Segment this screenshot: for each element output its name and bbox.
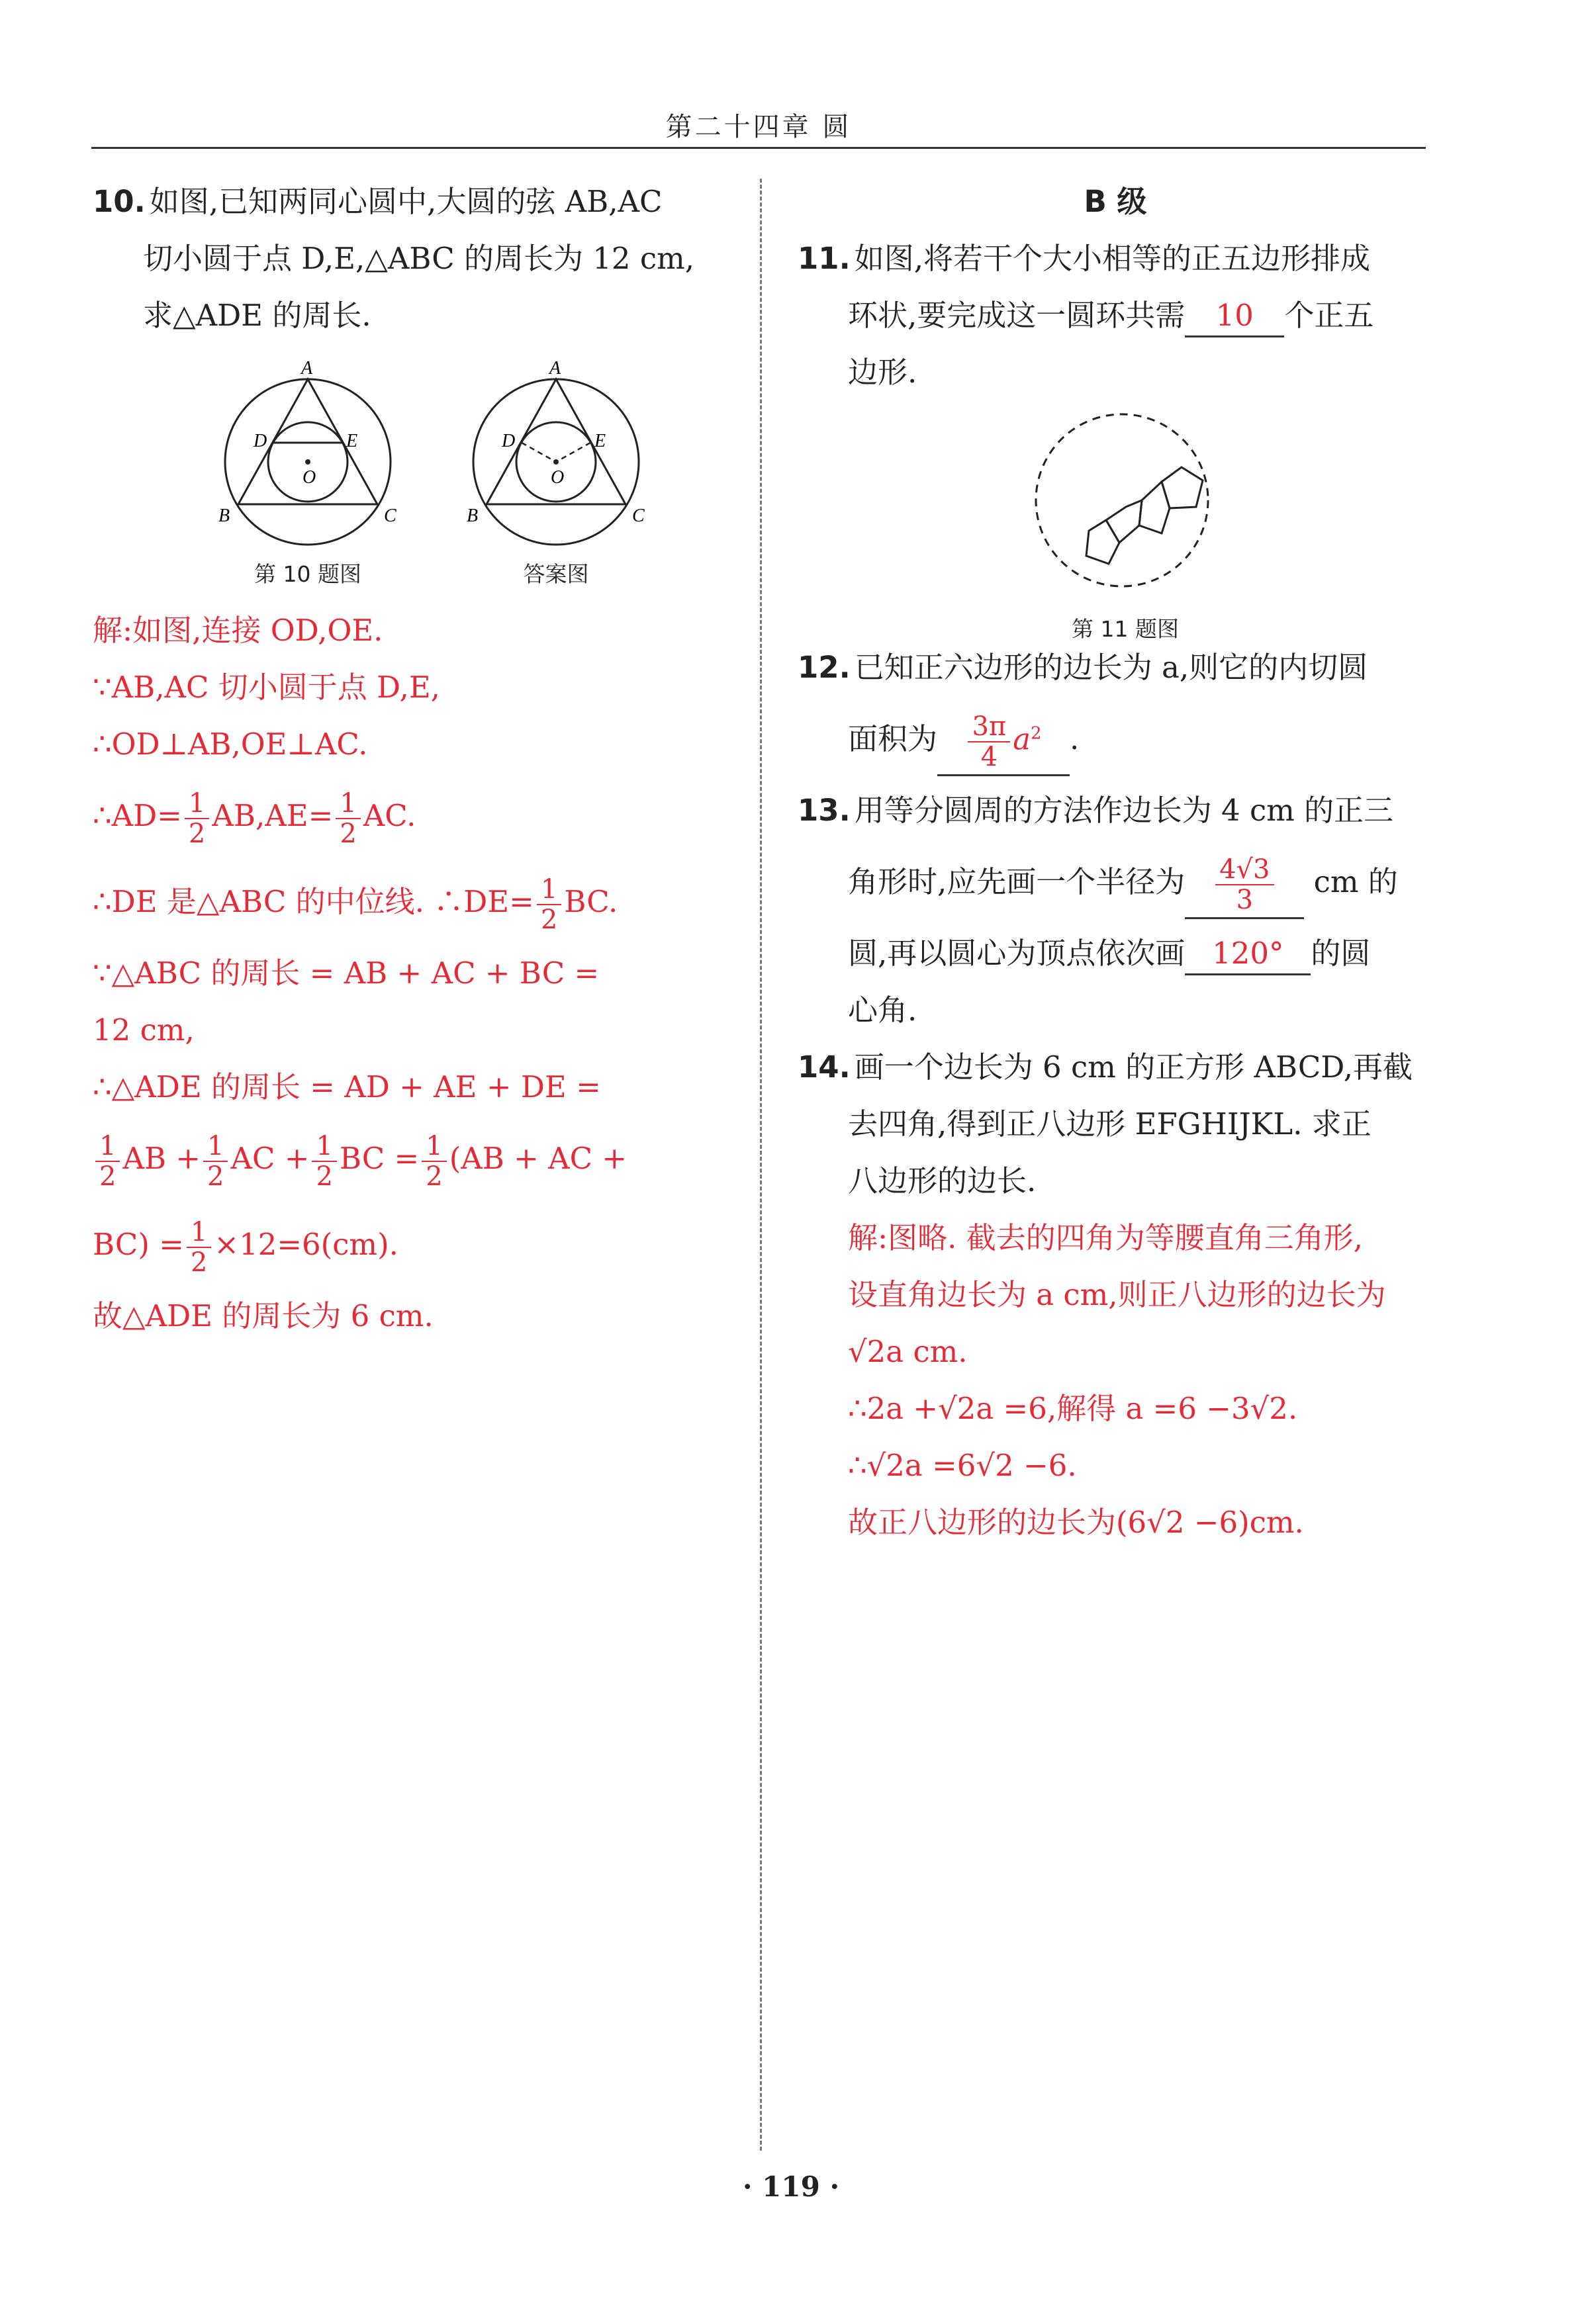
answer-variable: a <box>1013 721 1031 756</box>
solution-line: ∴AD= $\frac{1}{2}$ AB,AE= $\frac{1}{2}$ AC. <box>93 787 416 849</box>
point-label-d: D <box>502 431 516 451</box>
q10-solution <box>93 602 728 1345</box>
solution-line: 解:如图,连接 OD,OE. <box>93 613 383 648</box>
header-rule <box>91 147 1426 149</box>
q11-figure-caption: 第 11 题图 <box>1072 616 1179 642</box>
question-13: 13. 用等分圆周的方法作边长为 4 cm 的正三 角形时,应先画一个半径为 $\frac{4√3}{3}$ cm 的 圆,再以圆心为顶点依次画 120° 的圆 心角. <box>798 782 1433 1039</box>
q10-answer-figure-caption: 答案图 <box>523 561 589 587</box>
q10-stem-line-3: 求△ADE 的周长. <box>143 298 371 333</box>
left-column <box>93 173 728 1345</box>
q13-answer-blank-1 <box>1185 855 1304 919</box>
fraction-half: $\frac{1}{2}$ <box>203 1132 228 1191</box>
chapter-header: 第二十四章 圆 <box>665 112 852 142</box>
point-label-c: C <box>384 506 396 526</box>
question-12: 12. 已知正六边形的边长为 a,则它的内切圆 面积为 $\frac{3\pi}{4}$ $a^2$ . <box>798 639 1433 782</box>
point-label-o: O <box>302 467 316 488</box>
point-label-e: E <box>346 431 358 451</box>
solution-line: 解:图略. 截去的四角为等腰直角三角形, <box>848 1220 1364 1255</box>
solution-line: ∴OD⊥AB,OE⊥AC. <box>93 727 368 762</box>
q10-figure-caption: 第 10 题图 <box>254 561 361 587</box>
solution-line: ∴√2a =6√2 −6. <box>848 1448 1077 1483</box>
column-divider <box>760 179 762 2151</box>
answer-fraction: $\frac{3\pi}{4}$ <box>968 712 1010 772</box>
q10-stem-line-1: 如图,已知两同心圆中,大圆的弦 AB,AC <box>149 184 663 219</box>
point-label-d: D <box>254 431 267 451</box>
question-11: 11. 如图,将若干个大小相等的正五边形排成 环状,要完成这一圆环共需 10 个正五 边形. 第 11 题图 <box>798 230 1433 639</box>
point-label-a: A <box>301 358 313 379</box>
solution-line: $\frac{1}{2}$ AB + $\frac{1}{2}$ AC + $\frac{1}{2}$ BC = $\frac{1}{2}$ (AB + AC + <box>93 1116 728 1202</box>
q10-figure <box>209 351 407 549</box>
q13-stem-line-1: 用等分圆周的方法作边长为 4 cm 的正三 <box>854 793 1394 828</box>
q12-answer-blank <box>937 712 1070 776</box>
question-number: 10. <box>93 184 146 219</box>
point-label-o: O <box>551 467 565 488</box>
q13-stem-line-4: 心角. <box>848 993 917 1028</box>
question-10 <box>93 173 728 1345</box>
point-label-c: C <box>632 506 645 526</box>
q11-answer-blank: 10 <box>1185 296 1284 337</box>
solution-line: ∴2a +√2a =6,解得 a =6 −3√2. <box>848 1391 1298 1426</box>
q13-answer-blank-2: 120° <box>1185 934 1311 975</box>
q10-figures <box>93 351 728 602</box>
solution-line: ∵AB,AC 切小圆于点 D,E, <box>93 670 440 705</box>
q14-solution <box>798 1210 1433 1551</box>
question-number: 11. <box>798 241 851 276</box>
point-label-e: E <box>594 431 606 451</box>
point-label-a: A <box>549 358 561 379</box>
q12-stem-line-1: 已知正六边形的边长为 a,则它的内切圆 <box>854 650 1368 685</box>
level-heading: B 级 <box>1084 184 1147 219</box>
q14-stem-line-3: 八边形的边长. <box>848 1163 1037 1198</box>
fraction-half: $\frac{1}{2}$ <box>336 789 360 848</box>
solution-line: 故正八边形的边长为(6√2 −6)cm. <box>848 1505 1304 1540</box>
solution-line: ∴DE 是△ABC 的中位线. ∴DE= $\frac{1}{2}$ BC. <box>93 873 618 935</box>
fraction-half: $\frac{1}{2}$ <box>185 789 209 848</box>
q10-stem-line-2: 切小圆于点 D,E,△ABC 的周长为 12 cm, <box>143 241 695 276</box>
point-label-b: B <box>218 506 230 526</box>
q14-stem-line-1: 画一个边长为 6 cm 的正方形 ABCD,再截 <box>854 1050 1413 1085</box>
q14-stem-line-2: 去四角,得到正八边形 EFGHIJKL. 求正 <box>848 1106 1372 1141</box>
question-number: 13. <box>798 793 851 828</box>
solution-line: 12 cm, <box>93 1012 195 1048</box>
solution-line: 设直角边长为 a cm,则正八边形的边长为 <box>848 1277 1386 1312</box>
q10-answer-figure <box>457 351 655 549</box>
answer-exponent: 2 <box>1031 723 1042 743</box>
question-14 <box>798 1039 1433 1551</box>
q11-stem-line-3: 边形. <box>848 355 917 390</box>
q11-figure <box>1009 408 1234 606</box>
fraction-half: $\frac{1}{2}$ <box>422 1132 446 1191</box>
fraction-half: $\frac{1}{2}$ <box>187 1218 211 1277</box>
fraction-half: $\frac{1}{2}$ <box>312 1132 336 1191</box>
q11-figure-area <box>798 401 1433 642</box>
answer-fraction: $\frac{4√3}{3}$ <box>1215 855 1274 915</box>
fraction-half: $\frac{1}{2}$ <box>537 875 561 934</box>
right-column <box>798 173 1433 1551</box>
q11-stem-line-1: 如图,将若干个大小相等的正五边形排成 <box>854 241 1371 276</box>
fraction-half: $\frac{1}{2}$ <box>95 1132 120 1191</box>
solution-line: ∴△ADE 的周长 = AD + AE + DE = <box>93 1069 601 1104</box>
question-number: 14. <box>798 1050 851 1085</box>
solution-line: BC) = $\frac{1}{2}$ ×12=6(cm). <box>93 1216 398 1278</box>
point-label-b: B <box>467 506 479 526</box>
solution-line: ∵△ABC 的周长 = AB + AC + BC = <box>93 956 600 991</box>
page-number: · 119 · <box>742 2170 840 2203</box>
solution-line: 故△ADE 的周长为 6 cm. <box>93 1298 434 1333</box>
solution-line: √2a cm. <box>848 1334 968 1369</box>
question-number: 12. <box>798 650 851 685</box>
